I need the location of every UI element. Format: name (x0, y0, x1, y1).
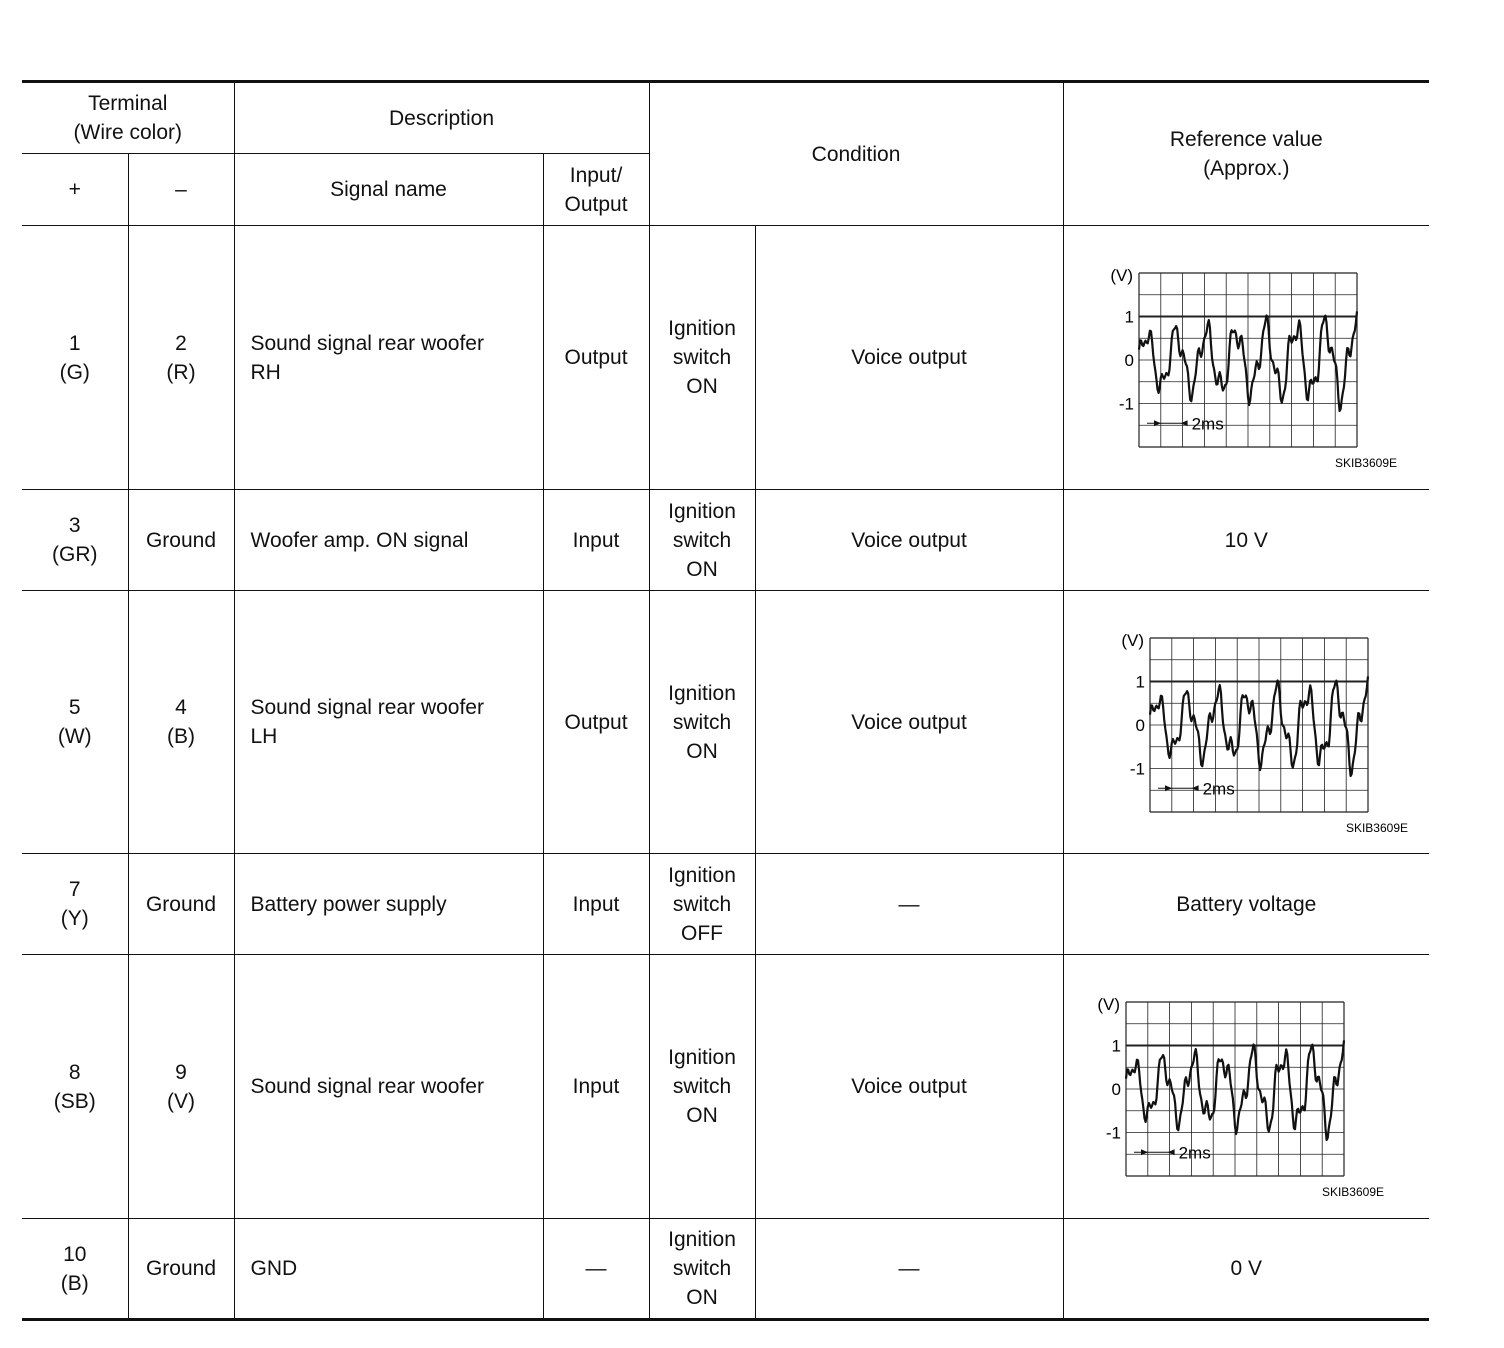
signal-name-line2: RH (250, 360, 281, 384)
minus-wire-color: (R) (166, 360, 196, 384)
plus-header: + (22, 154, 128, 226)
input-output-cell: Input (543, 490, 649, 591)
minus-terminal-number: 4 (175, 696, 187, 719)
input-output-cell: Output (543, 591, 649, 854)
minus-wire-color: (V) (167, 1089, 195, 1113)
y-tick-label: 0 (1135, 716, 1145, 735)
plus-wire-color: (SB) (53, 1089, 96, 1113)
input-output-cell: Input (543, 955, 649, 1219)
plus-terminal-number: 7 (68, 878, 81, 901)
signal-name-line1: Sound signal rear woofer (250, 1075, 484, 1098)
ignition-line2: switch (672, 710, 732, 734)
table-row (22, 854, 1429, 955)
minus-terminal-cell (128, 490, 234, 591)
signal-name-cell (234, 591, 543, 854)
signal-name-cell (234, 854, 543, 955)
terminal-header-label: Terminal (88, 92, 168, 115)
y-tick-label: 0 (1124, 351, 1134, 370)
condition-cell: Voice output (755, 591, 1063, 854)
input-output-cell: — (543, 1219, 649, 1320)
y-tick-label: -1 (1118, 394, 1134, 414)
signal-name-line1: Sound signal rear woofer (250, 696, 484, 719)
ignition-switch-cell (649, 490, 755, 591)
signal-name-line1: Woofer amp. ON signal (250, 528, 469, 552)
plus-wire-color: (G) (59, 360, 90, 384)
condition-header: Condition (649, 82, 1063, 226)
plus-terminal-cell (22, 955, 128, 1219)
reference-value-cell (1063, 226, 1429, 490)
y-tick-label: -1 (1105, 1123, 1121, 1143)
table-row (22, 226, 1429, 490)
ignition-line1: Ignition (668, 499, 736, 523)
time-scale-label: 2ms (1191, 414, 1224, 434)
ignition-line2: switch (672, 892, 732, 916)
condition-cell: — (755, 1219, 1063, 1320)
minus-terminal-cell (128, 226, 234, 490)
minus-terminal-cell (128, 591, 234, 854)
ignition-line3: ON (686, 739, 718, 763)
ignition-line1: Ignition (668, 863, 736, 887)
minus-terminal-number: Ground (145, 528, 217, 552)
y-unit-label: (V) (1096, 995, 1120, 1014)
ignition-line3: ON (686, 1286, 718, 1309)
ignition-line2: switch (672, 1075, 732, 1098)
y-unit-label: (V) (1109, 266, 1133, 285)
reference-value-cell (1063, 591, 1429, 854)
signal-name-cell (234, 490, 543, 591)
description-header: Description (234, 82, 649, 154)
table-row (22, 955, 1429, 1219)
table-row (22, 591, 1429, 854)
minus-terminal-number: 2 (175, 331, 187, 355)
signal-name-line1: Sound signal rear woofer (250, 331, 484, 355)
plus-terminal-number: 3 (68, 514, 81, 537)
plus-terminal-number: 5 (68, 696, 81, 719)
time-scale-label: 2ms (1178, 1143, 1211, 1163)
input-output-header (543, 154, 649, 226)
minus-terminal-number: 9 (175, 1060, 187, 1084)
condition-cell: — (755, 854, 1063, 955)
plus-wire-color: (Y) (60, 907, 89, 930)
terminal-header (22, 82, 234, 154)
y-tick-label: -1 (1129, 759, 1145, 779)
figure-code-label: SKIB3609E (1345, 821, 1408, 835)
y-tick-label: 1 (1111, 1036, 1121, 1056)
reference-value-header-label: Reference value (1169, 128, 1323, 151)
ignition-switch-cell (649, 226, 755, 490)
input-output-cell: Output (543, 226, 649, 490)
ignition-switch-cell (649, 591, 755, 854)
ignition-line1: Ignition (668, 1046, 736, 1069)
ignition-line1: Ignition (668, 1228, 736, 1251)
reference-value-cell (1063, 955, 1429, 1219)
plus-wire-color: (GR) (52, 543, 98, 566)
signal-name-cell (234, 1219, 543, 1320)
signal-name-cell (234, 226, 543, 490)
minus-terminal-number: Ground (145, 1257, 217, 1280)
waveform-chart (1099, 263, 1399, 473)
reference-value-header (1063, 82, 1429, 226)
reference-value-cell: 10 V (1063, 490, 1429, 591)
plus-wire-color: (B) (60, 1271, 89, 1295)
signal-name-line1: GND (250, 1257, 298, 1280)
figure-code-label: SKIB3609E (1321, 1185, 1384, 1199)
reference-value-cell: Battery voltage (1063, 854, 1429, 955)
minus-header: – (128, 154, 234, 226)
condition-cell: Voice output (755, 226, 1063, 490)
input-output-cell: Input (543, 854, 649, 955)
y-unit-label: (V) (1120, 631, 1144, 650)
plus-terminal-number: 1 (68, 331, 81, 355)
minus-terminal-number: Ground (145, 892, 217, 916)
wire-color-header-label: (Wire color) (73, 121, 182, 144)
ignition-line2: switch (672, 528, 732, 552)
ignition-line2: switch (672, 1257, 732, 1280)
terminal-table (22, 80, 1429, 1321)
time-scale-label: 2ms (1202, 779, 1235, 799)
plus-terminal-cell (22, 490, 128, 591)
input-output-header-line2: Output (564, 192, 628, 216)
ignition-line2: switch (672, 346, 732, 369)
table-row (22, 1219, 1429, 1320)
signal-name-cell (234, 955, 543, 1219)
y-tick-label: 1 (1135, 672, 1145, 692)
signal-name-line1: Battery power supply (250, 892, 447, 916)
y-tick-label: 0 (1111, 1080, 1121, 1099)
waveform-chart (1086, 992, 1386, 1202)
table-row (22, 490, 1429, 591)
figure-code-label: SKIB3609E (1334, 456, 1397, 470)
plus-terminal-cell (22, 591, 128, 854)
plus-terminal-cell (22, 854, 128, 955)
ignition-switch-cell (649, 1219, 755, 1320)
condition-cell: Voice output (755, 490, 1063, 591)
waveform-chart (1110, 628, 1410, 838)
ignition-line1: Ignition (668, 317, 736, 340)
signal-name-line2: LH (250, 725, 278, 748)
ignition-switch-cell (649, 854, 755, 955)
y-tick-label: 1 (1124, 307, 1134, 327)
ignition-line3: ON (686, 1104, 718, 1127)
plus-terminal-cell (22, 1219, 128, 1320)
plus-terminal-cell (22, 226, 128, 490)
minus-terminal-cell (128, 1219, 234, 1320)
minus-terminal-cell (128, 854, 234, 955)
plus-terminal-number: 10 (63, 1242, 87, 1266)
input-output-header-line1: Input/ (569, 163, 623, 187)
minus-terminal-cell (128, 955, 234, 1219)
minus-wire-color: (B) (167, 725, 195, 748)
ignition-line3: ON (686, 557, 718, 581)
ignition-line3: ON (686, 375, 718, 398)
ignition-switch-cell (649, 955, 755, 1219)
reference-value-cell: 0 V (1063, 1219, 1429, 1320)
ignition-line3: OFF (681, 921, 724, 945)
approx-header-label: (Approx.) (1203, 157, 1290, 180)
condition-cell: Voice output (755, 955, 1063, 1219)
ignition-line1: Ignition (668, 681, 736, 705)
plus-terminal-number: 8 (68, 1060, 81, 1084)
signal-name-header: Signal name (234, 154, 543, 226)
plus-wire-color: (W) (57, 725, 92, 748)
